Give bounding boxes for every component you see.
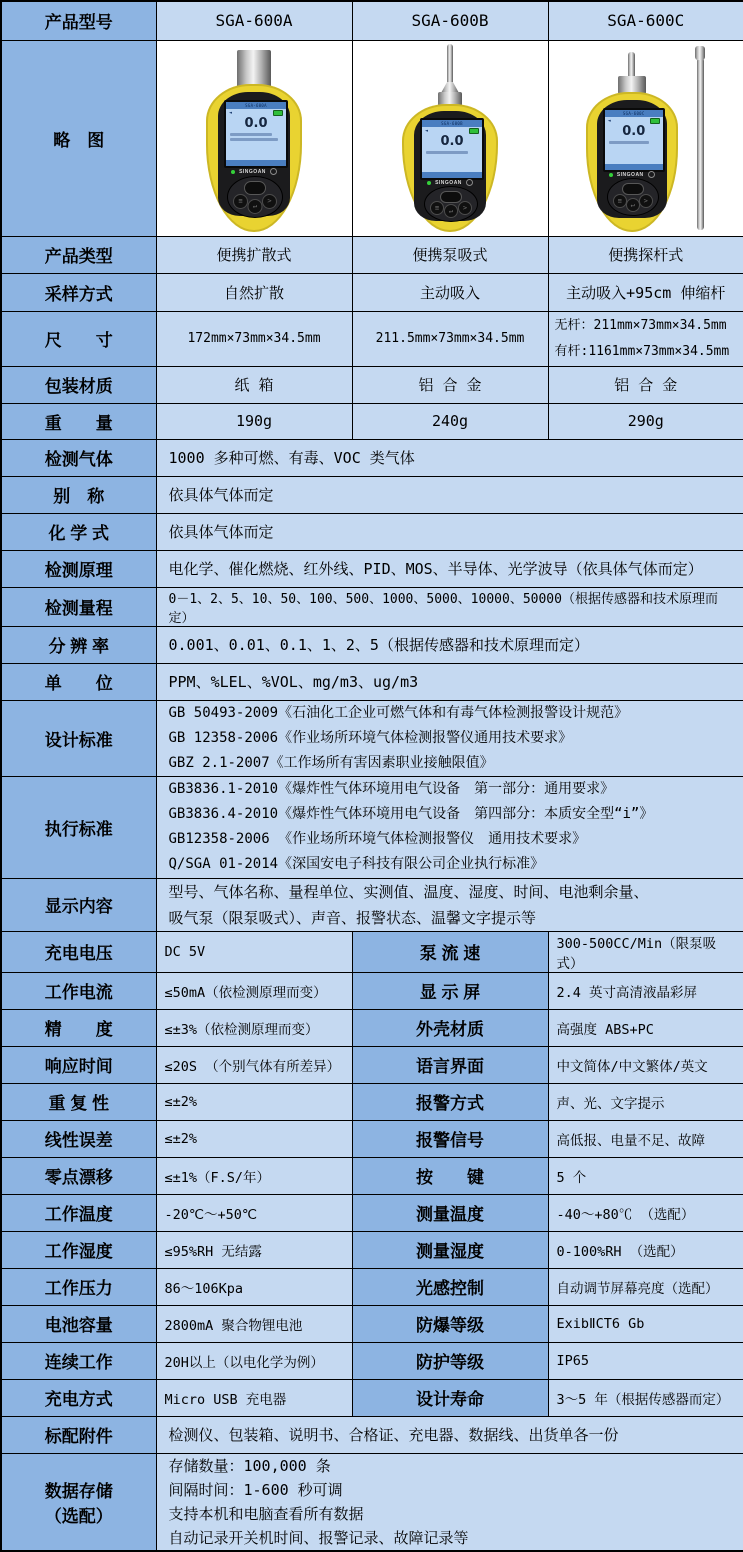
cell-value: ≤50mA（依检测原理而变） [156,972,352,1009]
row-label-design-std: 设计标准 [1,700,156,776]
table-row [1,366,743,403]
left-button: ≡ [430,201,444,215]
cell-value: 声、光、文字提示 [548,1083,743,1120]
row-label-measure-temp: 测量温度 [352,1194,548,1231]
cell-value [156,700,743,776]
row-label-unit: 单 位 [1,663,156,700]
left-button: ≡ [233,194,248,209]
cell-value [156,776,743,878]
left-button: ≡ [613,194,627,208]
row-label-accuracy: 精 度 [1,1009,156,1046]
table-row [1,1342,743,1379]
row-label-charge-voltage: 充电电压 [1,931,156,972]
battery-icon [469,128,479,134]
cell-value: ≤±3%（依检测原理而变） [156,1009,352,1046]
device-illustration-c [576,44,716,234]
row-label-alias: 别 称 [1,476,156,513]
cell-value: 检测仪、包装箱、说明书、合格证、充电器、数据线、出货单各一份 [156,1416,743,1453]
row-label-exec-std: 执行标准 [1,776,156,878]
button-cluster [424,186,478,222]
speaker-icon: ◄ [607,117,611,124]
cell-value: 2800mA 聚合物锂电池 [156,1305,352,1342]
table-row [1,311,743,366]
cell-value: 自然扩散 [156,273,352,311]
table-row [1,1379,743,1416]
cell-value: 300-500CC/Min（限泵吸式） [548,931,743,972]
row-label-measure-humidity: 测量湿度 [352,1231,548,1268]
table-row [1,439,743,476]
device-screen [420,118,484,180]
text-line: GB12358-2006 《作业场所环境气体检测报警仪 通用技术要求》 [168,831,587,847]
probe-rod-icon [447,44,453,84]
row-label-language: 语言界面 [352,1046,548,1083]
cell-value: 211.5mm×73mm×34.5mm [352,311,548,366]
cell-value: 172mm×73mm×34.5mm [156,311,352,366]
product-image-c [548,40,743,236]
cell-value: 1000 多种可燃、有毒、VOC 类气体 [156,439,743,476]
text-line: 型号、气体名称、量程单位、实测值、温度、湿度、时间、电池剩余量、 [168,882,649,901]
battery-icon [273,110,283,116]
row-label-principle: 检测原理 [1,550,156,587]
right-button: > [458,201,472,215]
row-label-product-type: 产品类型 [1,236,156,273]
row-label-design-life: 设计寿命 [352,1379,548,1416]
cell-value: 中文简体/中文繁体/英文 [548,1046,743,1083]
table-row [1,273,743,311]
table-row [1,513,743,550]
cell-value: 铝 合 金 [352,366,548,403]
row-label-working-temp: 工作温度 [1,1194,156,1231]
table-row [1,1009,743,1046]
brand-label: SINGOAN [435,179,462,186]
cell-value: DC 5V [156,931,352,972]
cell-value: 0-100%RH （选配） [548,1231,743,1268]
device-illustration-b [380,44,520,234]
row-label-charge-mode: 充电方式 [1,1379,156,1416]
table-row [1,972,743,1009]
row-label-alarm-mode: 报警方式 [352,1083,548,1120]
cell-value: 自动调节屏幕亮度（选配） [548,1268,743,1305]
cell-value: ≤±2% [156,1120,352,1157]
cell-value: Micro USB 充电器 [156,1379,352,1416]
text-line: （选配） [44,1506,113,1526]
row-label-linearity-error: 线性误差 [1,1120,156,1157]
cell-value [156,878,743,931]
table-row [1,476,743,513]
menu-button [440,191,462,203]
cell-value: 电化学、催化燃烧、红外线、PID、MOS、半导体、光学波导（依具体气体而定） [156,550,743,587]
screen-reading: 0.0 [622,124,646,139]
cell-value [548,311,743,366]
row-label-data-storage [1,1453,156,1551]
menu-button [244,181,266,195]
screen-title: SGA-600A [226,102,286,109]
cell-value: 便携探杆式 [548,236,743,273]
table-row [1,40,743,236]
table-row [1,1231,743,1268]
button-cluster [607,178,659,216]
screen-reading: 0.0 [440,134,464,149]
cell-value: 20H以上（以电化学为例） [156,1342,352,1379]
cell-value: 便携泵吸式 [352,236,548,273]
table-row [1,776,743,878]
cell-value: ≤20S （个别气体有所差异） [156,1046,352,1083]
row-label-battery: 电池容量 [1,1305,156,1342]
table-row [1,931,743,972]
led-indicator [427,181,431,185]
screen-bottom-bar [605,164,663,170]
cell-value: ≤±1%（F.S/年） [156,1157,352,1194]
text-line: 数据存储 [44,1481,113,1501]
row-label-dimensions: 尺 寸 [1,311,156,366]
screen-title: SGA-600B [422,120,482,127]
table-row [1,1,743,40]
cell-value: -20℃～+50℃ [156,1194,352,1231]
led-indicator [231,170,235,174]
sensor-cap-icon [237,50,271,88]
row-label-repeatability: 重 复 性 [1,1083,156,1120]
row-label-response-time: 响应时间 [1,1046,156,1083]
power-icon [270,168,277,175]
enter-button: ↵ [444,204,458,218]
model-name-a: SGA-600A [156,1,352,40]
text-line: 无杆：211mm×73mm×34.5mm [554,317,727,333]
model-name-b: SGA-600B [352,1,548,40]
cell-value: 0.001、0.01、0.1、1、2、5（根据传感器和技术原理而定） [156,626,743,663]
cell-value: PPM、%LEL、%VOL、mg/m3、ug/m3 [156,663,743,700]
telescopic-rod-tip [695,46,705,60]
text-line: GB 50493-2009《石油化工企业可燃气体和有毒气体检测报警设计规范》 [168,704,629,721]
text-line: GB3836.1-2010《爆炸性气体环境用电气设备 第一部分：通用要求》 [168,781,615,797]
table-row [1,1083,743,1120]
table-row [1,1416,743,1453]
table-row [1,550,743,587]
cell-value: 依具体气体而定 [156,513,743,550]
enter-button: ↵ [248,199,263,214]
row-label-pump-flow: 泵 流 速 [352,931,548,972]
table-row [1,1046,743,1083]
screen-bottom-bar [226,160,286,166]
table-row [1,403,743,439]
table-row [1,587,743,626]
row-label-zero-drift: 零点漂移 [1,1157,156,1194]
row-label-display-screen: 显 示 屏 [352,972,548,1009]
cell-value: 高强度 ABS+PC [548,1009,743,1046]
table-row [1,700,743,776]
device-screen [224,100,288,168]
cell-value: 铝 合 金 [548,366,743,403]
text-line: GB3836.4-2010《爆炸性气体环境用电气设备 第四部分：本质安全型“i”》 [168,806,654,822]
row-label-sampling: 采样方式 [1,273,156,311]
power-icon [466,179,473,186]
row-label-gases: 检测气体 [1,439,156,476]
table-row [1,1305,743,1342]
cell-value: -40～+80℃ （选配） [548,1194,743,1231]
speaker-icon: ◄ [229,109,233,116]
row-label-alarm-signal: 报警信号 [352,1120,548,1157]
table-row [1,236,743,273]
cell-value [156,1453,743,1551]
cell-value: 3～5 年（根据传感器而定） [548,1379,743,1416]
table-row [1,626,743,663]
cell-value: 0－1、2、5、10、50、100、500、1000、5000、10000、50000（根据传感器和技术原理而定） [156,587,743,626]
row-label-keys: 按 键 [352,1157,548,1194]
brand-label: SINGOAN [616,171,644,178]
table-row [1,663,743,700]
model-name-c: SGA-600C [548,1,743,40]
power-icon [648,171,655,178]
row-label-packing: 包装材质 [1,366,156,403]
row-label-working-pressure: 工作压力 [1,1268,156,1305]
cell-value: 190g [156,403,352,439]
row-label-weight: 重 量 [1,403,156,439]
device-screen [603,108,665,172]
battery-icon [650,118,660,124]
row-label-formula: 化 学 式 [1,513,156,550]
table-row [1,1157,743,1194]
text-line: GB 12358-2006《作业场所环境气体检测报警仪通用技术要求》 [168,729,573,746]
row-label-range: 检测量程 [1,587,156,626]
cell-value: 纸 箱 [156,366,352,403]
telescopic-rod-icon [697,58,704,230]
enter-button: ↵ [626,198,640,212]
table-row [1,1194,743,1231]
text-line: 支持本机和电脑查看所有数据 [168,1504,364,1523]
text-line: 有杆:1161mm×73mm×34.5mm [554,343,730,359]
cell-value: 2.4 英寸高清液晶彩屏 [548,972,743,1009]
cell-value: ≤±2% [156,1083,352,1120]
row-label-display: 显示内容 [1,878,156,931]
product-image-b [352,40,548,236]
cell-value: 5 个 [548,1157,743,1194]
row-label-explosion-proof: 防爆等级 [352,1305,548,1342]
cell-value: 便携扩散式 [156,236,352,273]
cell-value: 290g [548,403,743,439]
text-line: 存储数量：100,000 条 [168,1456,331,1475]
cell-value: 主动吸入 [352,273,548,311]
text-line: GBZ 2.1-2007《工作场所有害因素职业接触限值》 [168,754,494,771]
cell-value: 240g [352,403,548,439]
table-row [1,1268,743,1305]
row-label-shell-material: 外壳材质 [352,1009,548,1046]
row-label-continuous-work: 连续工作 [1,1342,156,1379]
row-label-protection-level: 防护等级 [352,1342,548,1379]
right-button: > [262,194,277,209]
button-cluster [227,176,283,218]
cell-value: 高低报、电量不足、故障 [548,1120,743,1157]
cell-value: ≤95%RH 无结露 [156,1231,352,1268]
table-row [1,878,743,931]
led-indicator [609,173,613,177]
brand-label: SINGOAN [239,168,266,175]
row-label-resolution: 分 辨 率 [1,626,156,663]
row-label-working-humidity: 工作湿度 [1,1231,156,1268]
cell-value: 依具体气体而定 [156,476,743,513]
screen-reading: 0.0 [244,116,268,131]
cell-value: 86～106Kpa [156,1268,352,1305]
row-label-model: 产品型号 [1,1,156,40]
text-line: 吸气泵（限泵吸式）、声音、报警状态、温馨文字提示等 [168,908,537,927]
speaker-icon: ◄ [425,127,429,134]
table-row [1,1120,743,1157]
right-button: > [639,194,653,208]
cell-value: ExibⅡCT6 Gb [548,1305,743,1342]
menu-button [622,183,644,195]
row-label-accessories: 标配附件 [1,1416,156,1453]
cell-value: IP65 [548,1342,743,1379]
screen-title: SGA-600C [605,110,663,117]
row-label-sketch: 略 图 [1,40,156,236]
text-line: 自动记录开关机时间、报警记录、故障记录等 [168,1528,469,1547]
text-line: 间隔时间：1-600 秒可调 [168,1480,343,1499]
row-label-working-current: 工作电流 [1,972,156,1009]
device-illustration-a [184,44,324,234]
screen-bottom-bar [422,172,482,178]
product-image-a [156,40,352,236]
cell-value: 主动吸入+95cm 伸缩杆 [548,273,743,311]
table-row [1,1453,743,1551]
row-label-light-control: 光感控制 [352,1268,548,1305]
text-line: Q/SGA 01-2014《深国安电子科技有限公司企业执行标准》 [168,856,545,872]
